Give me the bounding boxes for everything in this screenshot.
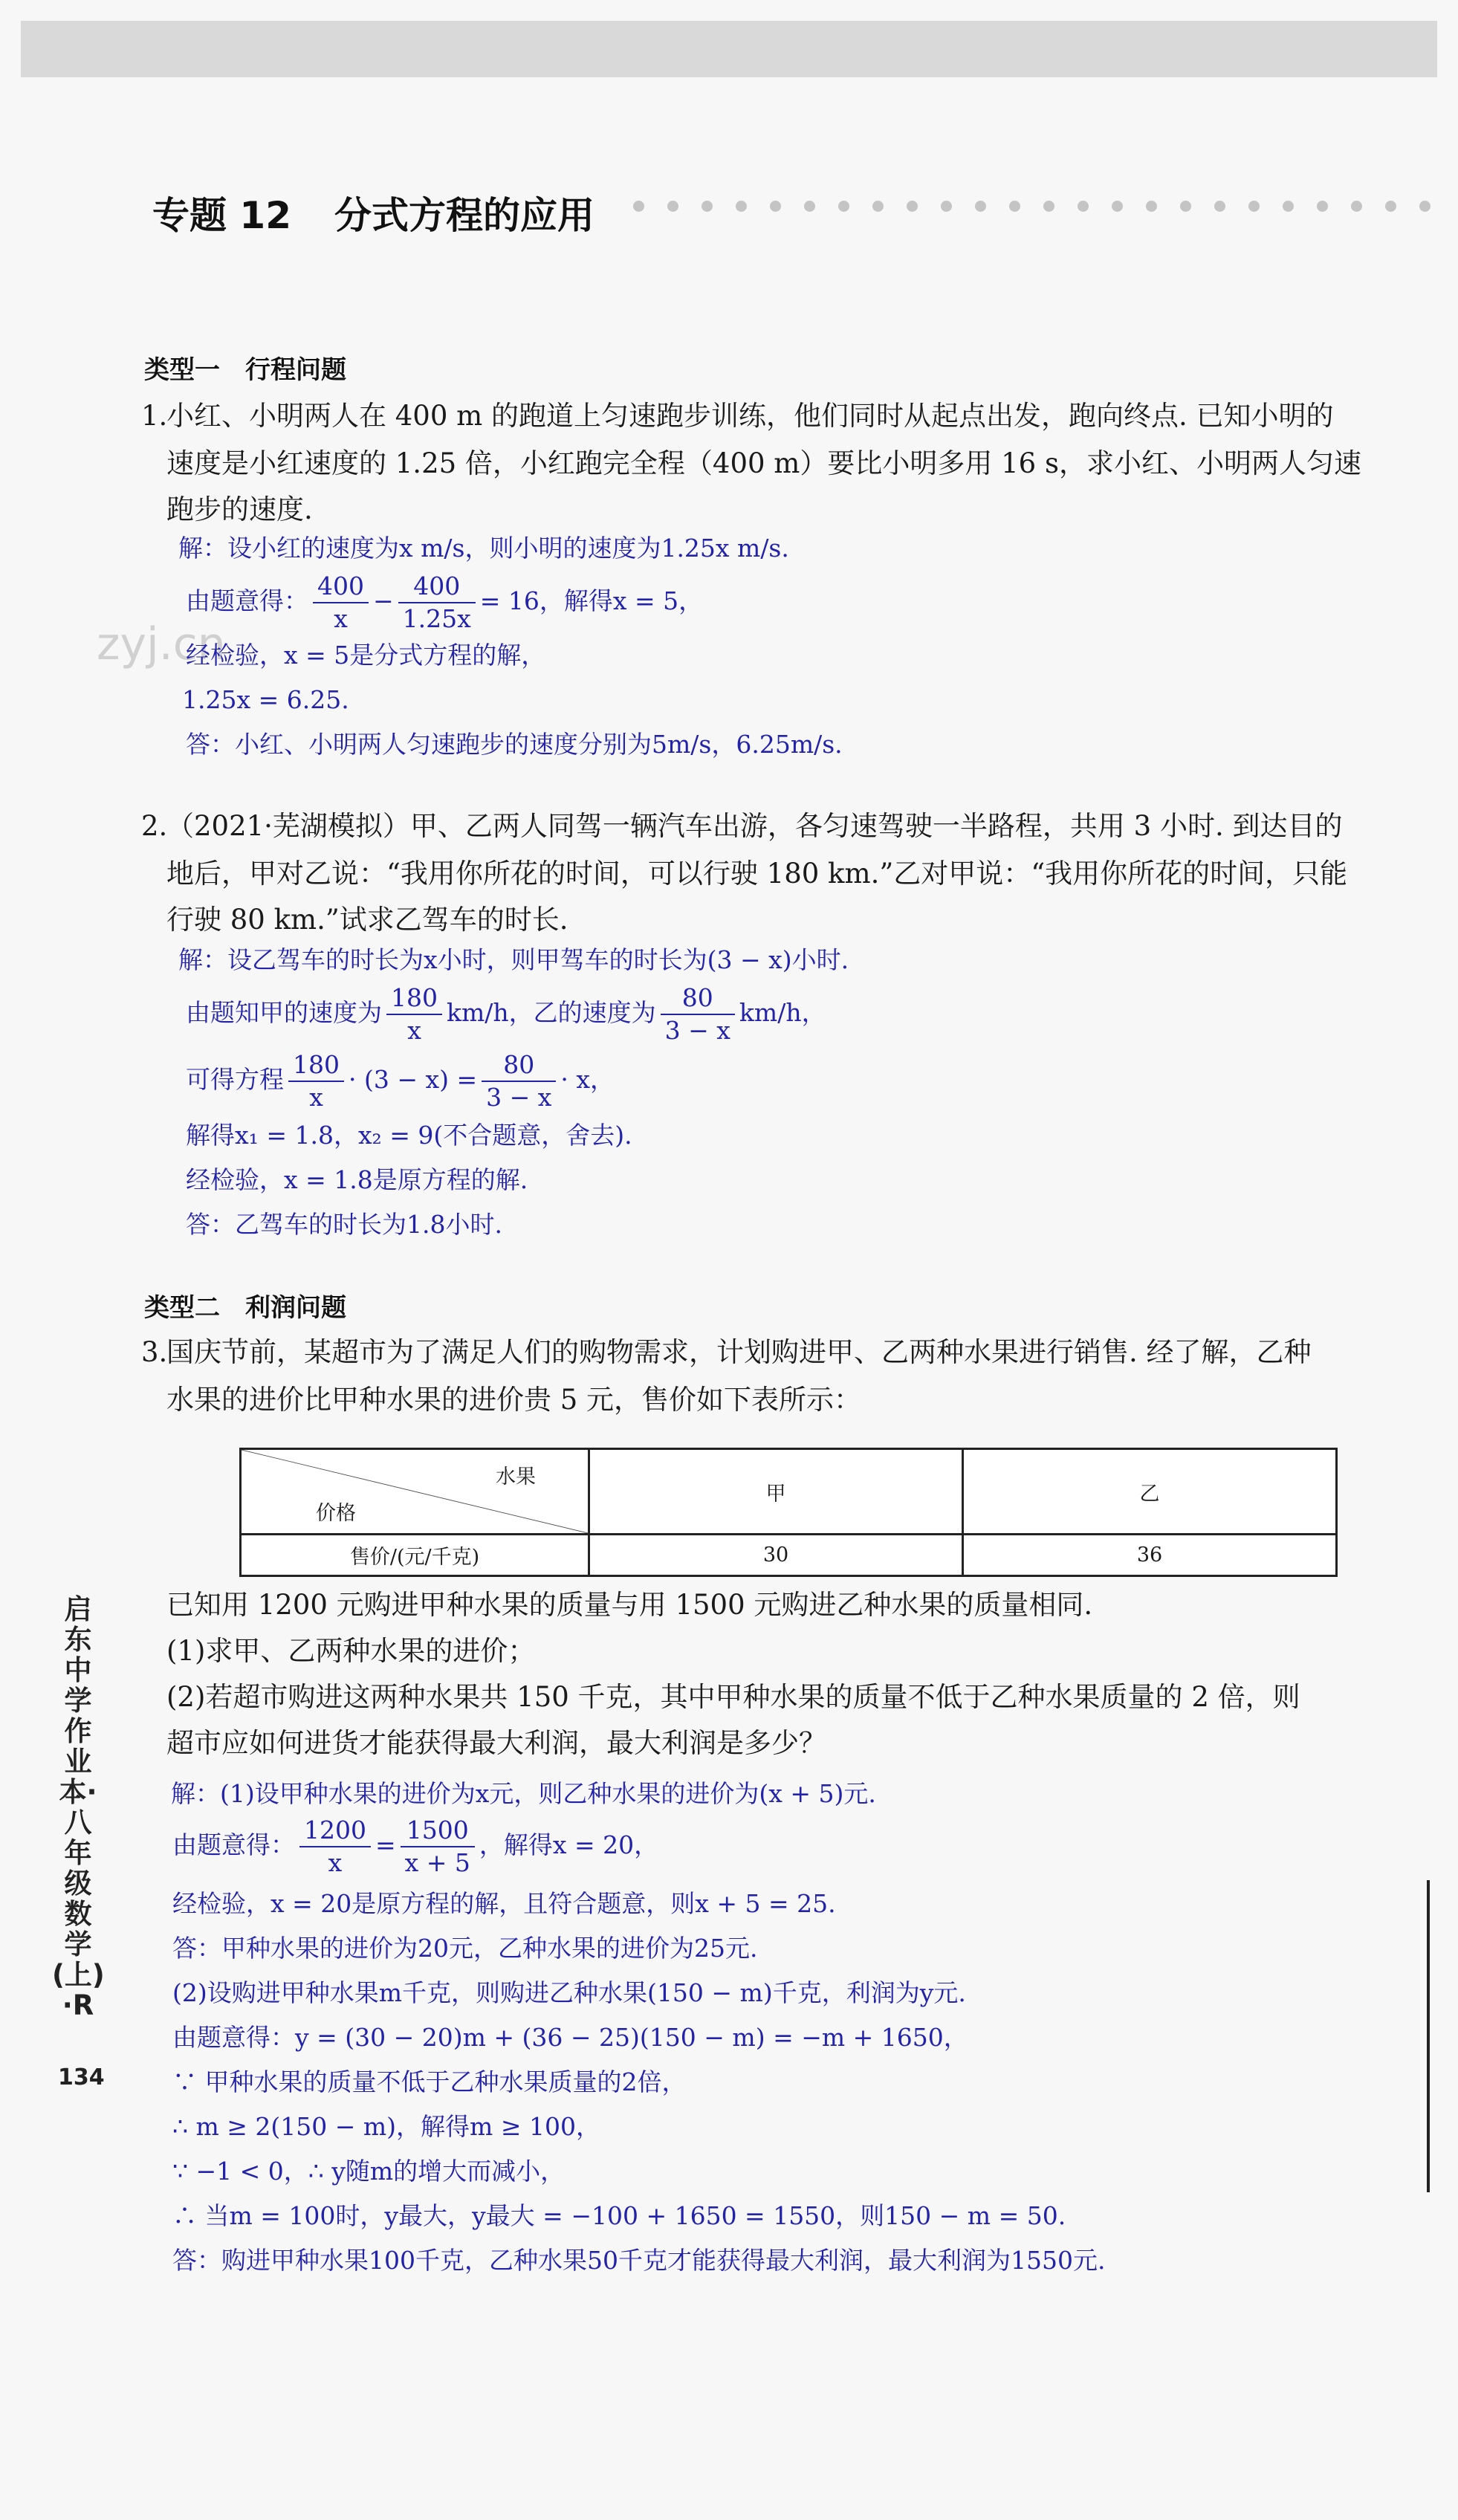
table-header-row	[241, 1449, 1337, 1535]
q2-sol-5: 经检验，x = 1.8是原方程的解.	[186, 1165, 528, 1194]
page-number: 134	[58, 2064, 105, 2090]
q2-fraction-4-num: 80	[482, 1049, 556, 1082]
q1-sol-4: 1.25x = 6.25.	[182, 685, 349, 714]
q3-sol-2	[172, 1815, 658, 1879]
top-scan-bar	[21, 21, 1437, 77]
q3-sol-6: 由题意得：y = (30 − 20)m + (36 − 25)(150 − m) = −m + 1650，	[172, 2023, 968, 2052]
title-dot	[1385, 201, 1396, 212]
q3-fraction-1-den: x	[328, 1848, 343, 1877]
topic-title: 分式方程的应用	[334, 194, 594, 237]
title-dot	[1317, 201, 1328, 212]
q3-sol-8: ∴ m ≥ 2(150 − m)，解得m ≥ 100，	[172, 2112, 600, 2141]
q1-sol-1: 解：设小红的速度为x m/s，则小明的速度为1.25x m/s.	[178, 534, 789, 563]
table-cell-jia-price: 30	[589, 1535, 963, 1576]
q3-number: 3.	[141, 1336, 168, 1368]
q1-fraction-2-den: 1.25x	[402, 604, 471, 633]
q1-sol-5: 答：小红、小明两人匀速跑步的速度分别为5m/s，6.25m/s.	[186, 730, 843, 759]
q3-sol-2-post: ，解得x = 20，	[479, 1830, 659, 1859]
q3-sol-9: ∵ −1 < 0，∴ y随m的增大而减小，	[172, 2157, 566, 2186]
q2-sol-1: 解：设乙驾车的时长为x小时，则甲驾车的时长为(3 − x)小时.	[178, 945, 849, 974]
diagonal-line	[242, 1450, 588, 1533]
q1-sol-2-minus: −	[373, 586, 394, 615]
q2-fraction-1-num: 180	[386, 982, 442, 1015]
q3-fraction-1	[299, 1815, 371, 1879]
table-row	[241, 1535, 1337, 1576]
title-dot	[941, 201, 952, 212]
q2-sol-2-mid: km/h，乙的速度为	[447, 998, 656, 1027]
q1-number: 1.	[141, 400, 168, 432]
type2-name: 利润问题	[245, 1293, 346, 1323]
title-dot	[975, 201, 986, 212]
q3-sol-11: 答：购进甲种水果100千克，乙种水果50千克才能获得最大利润，最大利润为1550元.	[172, 2246, 1106, 2275]
q2-sol-6: 答：乙驾车的时长为1.8小时.	[186, 1210, 502, 1239]
q1-line3: 跑步的速度.	[166, 493, 313, 525]
q1-sol-2-post: = 16，解得x = 5，	[479, 586, 704, 615]
table-diagonal-header	[241, 1449, 589, 1535]
q1-sol-2	[186, 571, 703, 635]
q1-line1	[141, 400, 1334, 433]
q2-fraction-1	[386, 982, 442, 1046]
page-edge-line	[1427, 1880, 1430, 2192]
q2-sol-3-pre: 可得方程	[186, 1065, 284, 1094]
q2-fraction-3-num: 180	[288, 1049, 344, 1082]
q2-fraction-4-den: 3 − x	[486, 1083, 552, 1112]
q3-sol-3: 经检验，x = 20是原方程的解，且符合题意，则x + 5 = 25.	[172, 1889, 836, 1918]
watermark: zyj.cn	[97, 618, 226, 670]
q3-sol-2-mid: =	[375, 1830, 396, 1859]
title-dot	[1043, 201, 1054, 212]
q1-line2: 速度是小红速度的 1.25 倍，小红跑完全程（400 m）要比小明多用 16 s，求小红、小明两人匀速	[166, 447, 1361, 479]
q2-line3: 行驶 80 km.”试求乙驾车的时长.	[166, 904, 568, 936]
title-dot	[770, 201, 781, 212]
q3-fraction-1-num: 1200	[299, 1815, 371, 1847]
table-row-label: 售价/(元/千克)	[241, 1535, 589, 1576]
q3-sol-4: 答：甲种水果的进价为20元，乙种水果的进价为25元.	[172, 1934, 758, 1963]
title-dot	[1419, 201, 1431, 212]
q2-line1	[141, 810, 1343, 843]
q2-fraction-2-den: 3 − x	[664, 1016, 730, 1045]
q3-line6: 超市应如何进货才能获得最大利润，最大利润是多少？	[166, 1727, 826, 1759]
title-dot	[702, 201, 713, 212]
title-dot	[1214, 201, 1225, 212]
q3-sol-2-pre: 由题意得：	[172, 1830, 295, 1859]
title-dot	[838, 201, 849, 212]
q1-text1: 小红、小明两人在 400 m 的跑道上匀速跑步训练，他们同时从起点出发，跑向终点. 已知小明的	[166, 400, 1334, 432]
q3-fraction-2	[401, 1815, 475, 1879]
q3-line2: 水果的进价比甲种水果的进价贵 5 元，售价如下表所示：	[166, 1384, 862, 1416]
q1-fraction-1	[313, 571, 369, 635]
title-dot	[1283, 201, 1294, 212]
q2-sol-2-pre: 由题知甲的速度为	[186, 998, 382, 1027]
q2-sol-2-post: km/h，	[739, 998, 826, 1027]
q3-sol-5: (2)设购进甲种水果m千克，则购进乙种水果(150 − m)千克，利润为y元.	[172, 1978, 966, 2007]
q2-fraction-2	[661, 982, 735, 1046]
page-title	[152, 186, 594, 239]
type1-name: 行程问题	[245, 355, 346, 385]
type1-number: 类型一	[144, 355, 220, 385]
q3-line1	[141, 1336, 1312, 1369]
price-table	[239, 1448, 1338, 1577]
q2-sol-4: 解得x₁ = 1.8，x₂ = 9(不合题意，舍去).	[186, 1121, 632, 1150]
q2-sol-2	[186, 982, 826, 1046]
title-dot	[667, 201, 678, 212]
title-dot	[1009, 201, 1020, 212]
title-dot	[804, 201, 815, 212]
q3-fraction-2-num: 1500	[401, 1815, 475, 1847]
q1-fraction-1-den: x	[334, 604, 348, 633]
topic-number: 专题 12	[152, 194, 291, 237]
q3-text1: 国庆节前，某超市为了满足人们的购物需求，计划购进甲、乙两种水果进行销售. 经了解，乙种	[166, 1336, 1312, 1368]
q1-sol-3: 经检验，x = 5是分式方程的解，	[186, 641, 546, 670]
table-col-yi: 乙	[963, 1449, 1337, 1535]
q2-fraction-1-den: x	[407, 1016, 421, 1045]
q2-sol-3	[186, 1049, 615, 1113]
title-dot	[907, 201, 918, 212]
q1-fraction-1-num: 400	[313, 571, 369, 603]
q2-line2: 地后，甲对乙说：“我用你所花的时间，可以行驶 180 km.”乙对甲说：“我用你所花的时间，只能	[166, 858, 1348, 890]
q1-fraction-2	[398, 571, 476, 635]
q3-sol-7: ∵ 甲种水果的质量不低于乙种水果质量的2倍，	[172, 2067, 687, 2096]
table-diag-bottom-label: 价格	[316, 1502, 356, 1525]
title-dot	[1248, 201, 1260, 212]
q3-line4: (1)求甲、乙两种水果的进价；	[166, 1635, 536, 1667]
q1-fraction-2-num: 400	[398, 571, 476, 603]
title-dot	[633, 201, 644, 212]
section-heading-type2	[144, 1287, 346, 1324]
title-dot	[1351, 201, 1362, 212]
book-title-vertical: 启东中学作业本·八年级数学(上)·R	[52, 1593, 105, 2021]
title-dot	[1078, 201, 1089, 212]
q3-sol-1: 解：(1)设甲种水果的进价为x元，则乙种水果的进价为(x + 5)元.	[171, 1779, 876, 1808]
q3-line5: (2)若超市购进这两种水果共 150 千克，其中甲种水果的质量不低于乙种水果质量的 2 倍，则	[166, 1681, 1300, 1713]
title-dot	[736, 201, 747, 212]
title-dot	[1112, 201, 1123, 212]
q3-line3: 已知用 1200 元购进甲种水果的质量与用 1500 元购进乙种水果的质量相同.	[166, 1589, 1093, 1621]
table-cell-yi-price: 36	[963, 1535, 1337, 1576]
title-dot	[1146, 201, 1157, 212]
q2-text1: （2021·芜湖模拟）甲、乙两人同驾一辆汽车出游，各匀速驾驶一半路程，共用 3 小时. 到达目的	[166, 810, 1343, 842]
title-dot	[1180, 201, 1191, 212]
title-dot	[872, 201, 884, 212]
q2-fraction-3-den: x	[309, 1083, 323, 1112]
q2-number: 2.	[141, 810, 168, 842]
type2-number: 类型二	[144, 1293, 220, 1323]
q2-sol-3-mid: · (3 − x) =	[349, 1065, 478, 1094]
title-dot-divider	[633, 201, 1431, 212]
q2-fraction-2-num: 80	[661, 982, 735, 1015]
q2-sol-3-post: · x，	[560, 1065, 615, 1094]
q1-sol-2-pre: 由题意得：	[186, 586, 308, 615]
table-diag-top-label: 水果	[496, 1465, 536, 1489]
q3-fraction-2-den: x + 5	[404, 1848, 470, 1877]
q2-fraction-4	[482, 1049, 556, 1113]
q3-sol-10: ∴ 当m = 100时，y最大，y最大 = −100 + 1650 = 1550，则150 − m = 50.	[172, 2201, 1066, 2230]
table-col-jia: 甲	[589, 1449, 963, 1535]
section-heading-type1	[144, 349, 346, 386]
q2-fraction-3	[288, 1049, 344, 1113]
